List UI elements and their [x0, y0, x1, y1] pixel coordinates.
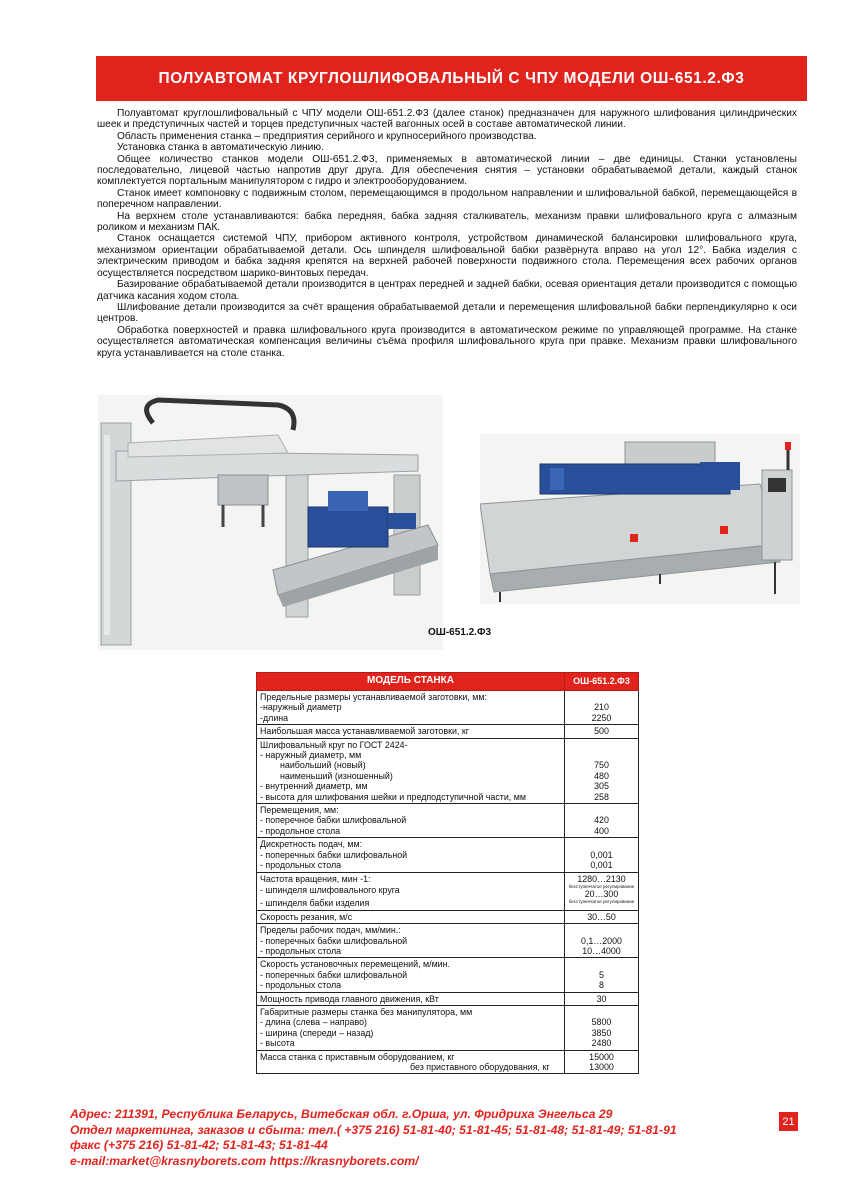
spec-label: без приставного оборудования, кг — [410, 1062, 550, 1072]
spec-value: 500 — [594, 726, 609, 737]
spec-label: -длина — [260, 712, 289, 723]
spec-value: 258 — [594, 791, 609, 802]
intro-paragraph: Установка станка в автоматическую линию. — [117, 142, 324, 154]
page-title: ПОЛУАВТОМАТ КРУГЛОШЛИФОВАЛЬНЫЙ С ЧПУ МОДЕЛИ ОШ-651.2.Ф3 — [158, 69, 745, 87]
spec-label: - высота — [260, 1038, 295, 1049]
spec-label: - поперечных бабки шлифовальной — [260, 849, 408, 860]
spec-value: 5800 — [591, 1017, 612, 1028]
spec-value: 420 — [594, 815, 609, 826]
machine-photo-gantry — [98, 395, 443, 650]
spec-table — [256, 672, 639, 1074]
spec-label: - продольных стола — [260, 980, 342, 991]
spec-value: 2480 — [591, 1038, 612, 1049]
intro-paragraph: Обработка поверхностей и правка шлифовального круга производится в автоматическом режиме по управляющей программе. На станке осуществляется автоматическая компенсация величины съёма профиля шлифовального круга при правке. Механизм правки шлифовального круга устанавливается на столе станка. — [97, 324, 797, 359]
spec-label: - шпинделя бабки изделия — [260, 898, 370, 909]
spec-value: 15000 — [589, 1051, 614, 1062]
spec-label: Пределы рабочих подач, мм/мин.: — [260, 925, 401, 936]
spec-label: Скорость установочных перемещений, м/мин. — [260, 959, 450, 970]
spec-note: бесступенчатое регулирование — [568, 899, 635, 905]
spec-value: 30 — [596, 993, 607, 1004]
spec-label: наибольший (новый) — [280, 760, 366, 771]
spec-label: - продольное стола — [260, 825, 341, 836]
spec-value: 750 — [594, 760, 609, 771]
table-row — [257, 838, 639, 872]
photo-caption: ОШ-651.2.Ф3 — [428, 627, 492, 638]
spec-value: 13000 — [589, 1062, 614, 1072]
spec-value: 305 — [594, 781, 609, 792]
footer-phones: Отдел маркетинга, заказов и сбыта: тел.( +375 216) 51-81-40; 51-81-45; 51-81-48; 51-81-49; 51-81-91 — [70, 1122, 677, 1137]
intro-text — [97, 108, 797, 359]
spec-value: 0,001 — [590, 860, 613, 871]
spec-label: Частота вращения, мин -1: — [260, 873, 371, 884]
spec-label: Масса станка с приставным оборудованием, кг — [260, 1051, 455, 1062]
intro-paragraph: Общее количество станков модели ОШ-651.2.Ф3, применяемых в автоматической линии – две единицы. Станки установлены последовательно, лицевой частью напротив друг друга. Для обеспечения снятия – установки обрабатываемой детали, каждый станок комплектуется портальным манипулятором с гидро и электрооборудованием. — [97, 153, 797, 188]
spec-value: 0,1…2000 — [581, 935, 622, 946]
spec-label: наименьший (изношенный) — [280, 770, 393, 781]
spec-value: 2250 — [591, 712, 612, 723]
spec-label: - наружный диаметр, мм — [260, 750, 362, 761]
spec-header-label: МОДЕЛЬ СТАНКА — [257, 673, 565, 691]
spec-value: 400 — [594, 825, 609, 836]
footer-fax: факс (+375 216) 51-81-42; 51-81-43; 51-81-44 — [70, 1138, 328, 1152]
footer-address: Адрес: 211391, Республика Беларусь, Витебская обл. г.Орша, ул. Фридриха Энгельса 29 — [70, 1107, 613, 1121]
intro-paragraph: Область применения станка – предприятия серийного и крупносерийного производства. — [117, 130, 537, 142]
spec-label: Габаритные размеры станка без манипулятора, мм — [260, 1006, 473, 1017]
intro-paragraph: На верхнем столе устанавливаются: бабка передняя, бабка задняя сталкиватель, механизм правки шлифовального круга с алмазным роликом и механизм ПАК. — [97, 210, 797, 234]
table-row — [257, 691, 639, 725]
table-row — [257, 725, 639, 738]
intro-paragraph: Станок имеет компоновку с подвижным столом, перемещающимся в продольном направлении и шлифовальной бабкой, перемещающейся в поперечном направлении. — [97, 187, 797, 211]
spec-label: -наружный диаметр — [260, 702, 342, 713]
spec-label: Перемещения, мм: — [260, 805, 339, 816]
spec-value: 8 — [599, 980, 604, 991]
spec-label: - внутренний диаметр, мм — [260, 781, 368, 792]
table-row — [257, 1005, 639, 1050]
table-row — [257, 872, 639, 910]
table-row — [257, 910, 639, 923]
spec-label: - поперечное бабки шлифовальной — [260, 815, 407, 826]
intro-paragraph: Шлифование детали производится за счёт вращения обрабатываемой детали и перемещения шлифовальной бабки перпендикулярно к оси центров. — [97, 301, 797, 325]
spec-value: 3850 — [591, 1027, 612, 1038]
spec-label: Дискретность подач, мм: — [260, 839, 363, 850]
intro-paragraph: Базирование обрабатываемой детали производится в центрах передней и задней бабки, осевая ориентация детали производится с помощью датчика касания ходом стола. — [97, 279, 797, 302]
spec-label: - высота для шлифования шейки и предподступичной части, мм — [260, 791, 526, 802]
spec-label: Наибольшая масса устанавливаемой заготовки, кг — [260, 726, 469, 737]
spec-value: 210 — [594, 702, 609, 713]
spec-note: бесступенчатое регулирование — [568, 883, 635, 889]
spec-label: Скорость резания, м/с — [260, 911, 353, 922]
spec-value: 20…300 — [584, 888, 619, 899]
spec-label: - ширина (спереди – назад) — [260, 1027, 374, 1038]
table-row — [257, 738, 639, 803]
table-row — [257, 1050, 639, 1074]
footer-email-link[interactable]: e-mail:market@krasnyborets.com https://krasnyborets.com/ — [70, 1153, 419, 1168]
machine-photo-front — [480, 434, 800, 604]
spec-label: - поперечных бабки шлифовальной — [260, 935, 408, 946]
spec-value: 480 — [594, 770, 609, 781]
spec-label: - поперечных бабки шлифовальной — [260, 969, 408, 980]
page-number: 21 — [779, 1112, 798, 1131]
spec-value: 10…4000 — [582, 945, 621, 956]
spec-label: - шпинделя шлифовального круга — [260, 884, 400, 895]
spec-label: - продольных стола — [260, 860, 342, 871]
spec-table-header — [257, 673, 639, 691]
spec-value: 1280…2130 — [577, 873, 626, 884]
spec-label: Шлифовальный круг по ГОСТ 2424- — [260, 739, 408, 750]
spec-value: 0,001 — [590, 849, 613, 860]
table-row — [257, 924, 639, 958]
table-row — [257, 958, 639, 992]
contact-footer — [70, 1107, 677, 1169]
spec-label: Предельные размеры устанавливаемой заготовки, мм: — [260, 692, 487, 702]
page-title-banner — [96, 56, 807, 101]
intro-paragraph: Станок оснащается системой ЧПУ, прибором активного контроля, устройством динамической балансировки шлифовального круга, механизмом ориентации обрабатываемой детали. Ось шпинделя шлифовальной бабки развёрнута вправо на угол 12°. Бабка изделия с электрическим приводом и бабка задняя крепятся на верхней рабочей поверхности подвижного стола. Перемещения всех рабочих органов осуществляется посредством шарико-винтовых передач. — [97, 233, 797, 279]
spec-label: - продольных стола — [260, 945, 342, 956]
spec-header-model: ОШ-651.2.Ф3 — [565, 673, 639, 691]
spec-value: 30…50 — [587, 911, 616, 922]
spec-value: 5 — [599, 969, 604, 980]
table-row — [257, 804, 639, 838]
intro-paragraph: Полуавтомат круглошлифовальный с ЧПУ модели ОШ-651.2.Ф3 (далее станок) предназначен для наружного шлифования цилиндрических шеек и предступичных частей и торцев предступичных частей вагонных осей в составе автоматической линии. — [97, 108, 797, 131]
spec-label: - длина (слева – направо) — [260, 1017, 367, 1028]
spec-label: Мощность привода главного движения, кВт — [260, 993, 439, 1004]
table-row — [257, 992, 639, 1005]
